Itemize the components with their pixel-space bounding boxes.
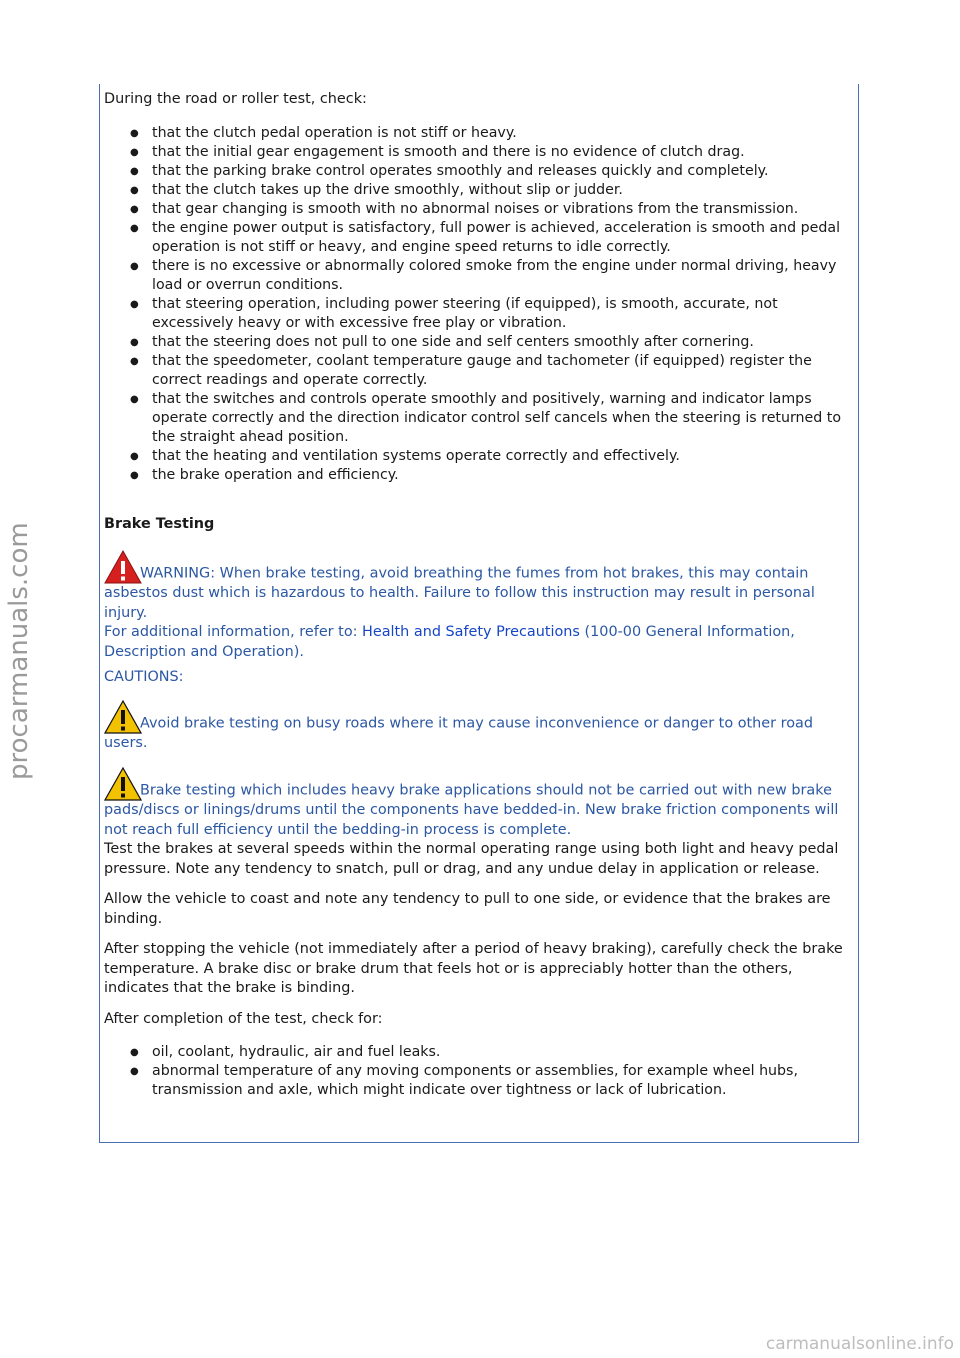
document-content bbox=[104, 90, 856, 1100]
intro-text: During the road or roller test, check: bbox=[104, 91, 367, 107]
list-item: ● that the speedometer, coolant temperature gauge and tachometer (if equipped) register the correct readings and operate correctly. bbox=[152, 352, 856, 390]
list-item: ● that the initial gear engagement is smooth and there is no evidence of clutch drag. bbox=[152, 143, 856, 162]
list-item: ● that the parking brake control operates smoothly and releases quickly and completely. bbox=[152, 162, 856, 181]
caution-icon bbox=[104, 767, 142, 801]
list-item: ● there is no excessive or abnormally colored smoke from the engine under normal driving, heavy load or overrun conditions. bbox=[152, 257, 856, 295]
paragraph: After stopping the vehicle (not immediately after a period of heavy braking), carefully check the brake temperature. A brake disc or brake drum that feels hot or is appreciably hotter than the others, indicates that the brake is binding. bbox=[104, 941, 843, 996]
post-test-checklist bbox=[104, 1043, 856, 1100]
list-item: ● abnormal temperature of any moving components or assemblies, for example wheel hubs, transmission and axle, which might indicate over tightness or lack of lubrication. bbox=[152, 1062, 856, 1100]
health-safety-link[interactable]: Health and Safety Precautions bbox=[362, 624, 580, 640]
side-watermark: procarmanuals.com bbox=[4, 522, 34, 780]
list-item: ● the engine power output is satisfactory, full power is achieved, acceleration is smooth and pedal operation is not stiff or heavy, and engine speed returns to idle correctly. bbox=[152, 219, 856, 257]
caution-icon bbox=[104, 700, 142, 734]
list-item: ● the brake operation and efficiency. bbox=[152, 466, 856, 485]
warning-text: WARNING: When brake testing, avoid breathing the fumes from hot brakes, this may contain asbestos dust which is hazardous to health. Failure to follow this instruction may result in personal injury. bbox=[104, 565, 815, 621]
paragraph: Test the brakes at several speeds within the normal operating range using both light and heavy pedal pressure. Note any tendency to snatch, pull or drag, and any undue delay in application or release. bbox=[104, 841, 839, 877]
list-item: ● that the switches and controls operate smoothly and positively, warning and indicator lamps operate correctly and the direction indicator control self cancels when the steering is returned to the straight ahead position. bbox=[152, 390, 856, 447]
cautions-heading: CAUTIONS: bbox=[104, 669, 184, 685]
list-item: ● oil, coolant, hydraulic, air and fuel leaks. bbox=[152, 1043, 856, 1062]
road-test-checklist bbox=[104, 124, 856, 485]
caution-notice-1 bbox=[104, 700, 856, 754]
list-item: ● that the heating and ventilation systems operate correctly and effectively. bbox=[152, 447, 856, 466]
reference-suffix: (100-00 General Information, Description and Operation). bbox=[104, 624, 795, 660]
section-heading: Brake Testing bbox=[104, 515, 215, 532]
paragraph: After completion of the test, check for: bbox=[104, 1010, 383, 1027]
warning-icon bbox=[104, 550, 142, 584]
warning-notice bbox=[104, 550, 856, 662]
warning-reference bbox=[104, 623, 856, 662]
caution-text: Brake testing which includes heavy brake applications should not be carried out with new brake pads/discs or linings/drums until the components have bedded-in. New brake friction components will not reach full efficiency until the bedding-in process is complete. bbox=[104, 782, 839, 838]
paragraph: Allow the vehicle to coast and note any tendency to pull to one side, or evidence that the brakes are binding. bbox=[104, 891, 831, 927]
bottom-watermark: carmanualsonline.info bbox=[765, 1334, 954, 1354]
list-item: ● that the clutch pedal operation is not stiff or heavy. bbox=[152, 124, 856, 143]
list-item: ● that the steering does not pull to one side and self centers smoothly after cornering. bbox=[152, 333, 856, 352]
caution-text: Avoid brake testing on busy roads where it may cause inconvenience or danger to other road users. bbox=[104, 715, 813, 751]
list-item: ● that the clutch takes up the drive smoothly, without slip or judder. bbox=[152, 181, 856, 200]
reference-prefix: For additional information, refer to: bbox=[104, 624, 363, 640]
caution-notice-2 bbox=[104, 767, 856, 840]
list-item: ● that steering operation, including power steering (if equipped), is smooth, accurate, not excessively heavy or with excessive free play or vibration. bbox=[152, 295, 856, 333]
list-item: ● that gear changing is smooth with no abnormal noises or vibrations from the transmission. bbox=[152, 200, 856, 219]
